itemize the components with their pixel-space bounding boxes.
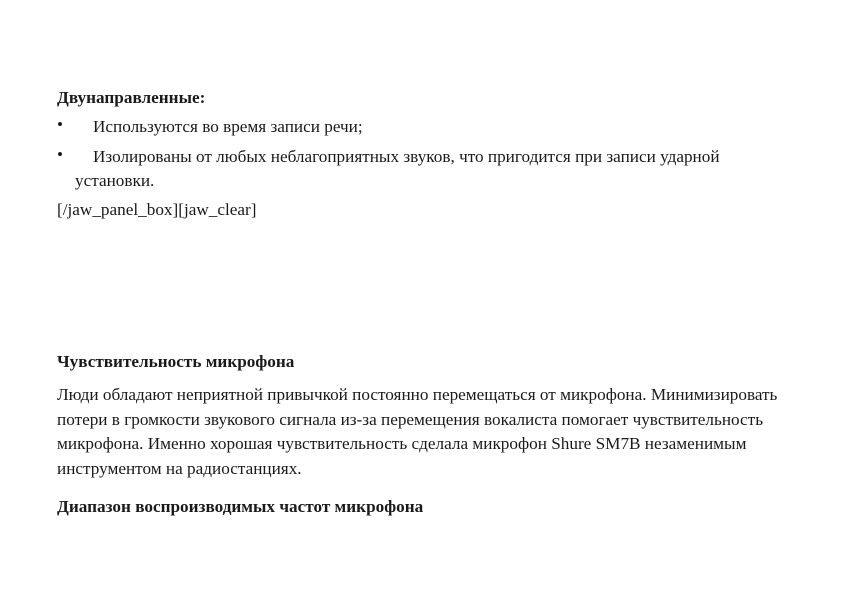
- sensitivity-paragraph: Люди обладают неприятной привычкой постоянно перемещаться от микрофона. Минимизировать потери в громкости звукового сигнала из-за перемещения вокалиста помогает чувствительность микрофона. Именно хорошая чувствительность сделала микрофон Shure SM7B незаменимым инструментом на радиостанциях.: [57, 385, 778, 478]
- bullet-text: Изолированы от любых неблагоприятных звуков, что пригодится при записи ударной установки.: [75, 147, 720, 190]
- frequency-heading: Диапазон воспроизводимых частот микрофона: [57, 497, 424, 516]
- shortcode-text: [/jaw_panel_box][jaw_clear]: [57, 200, 257, 219]
- bullet-dot-icon: •: [57, 145, 64, 164]
- bullet-text: Используются во время записи речи;: [93, 117, 363, 136]
- sensitivity-heading: Чувствительность микрофона: [57, 352, 295, 371]
- bidirectional-heading: Двунаправленные:: [57, 88, 206, 107]
- bullet-item: [57, 115, 797, 139]
- bullet-dot-icon: •: [57, 115, 64, 134]
- bullet-item: [57, 145, 797, 193]
